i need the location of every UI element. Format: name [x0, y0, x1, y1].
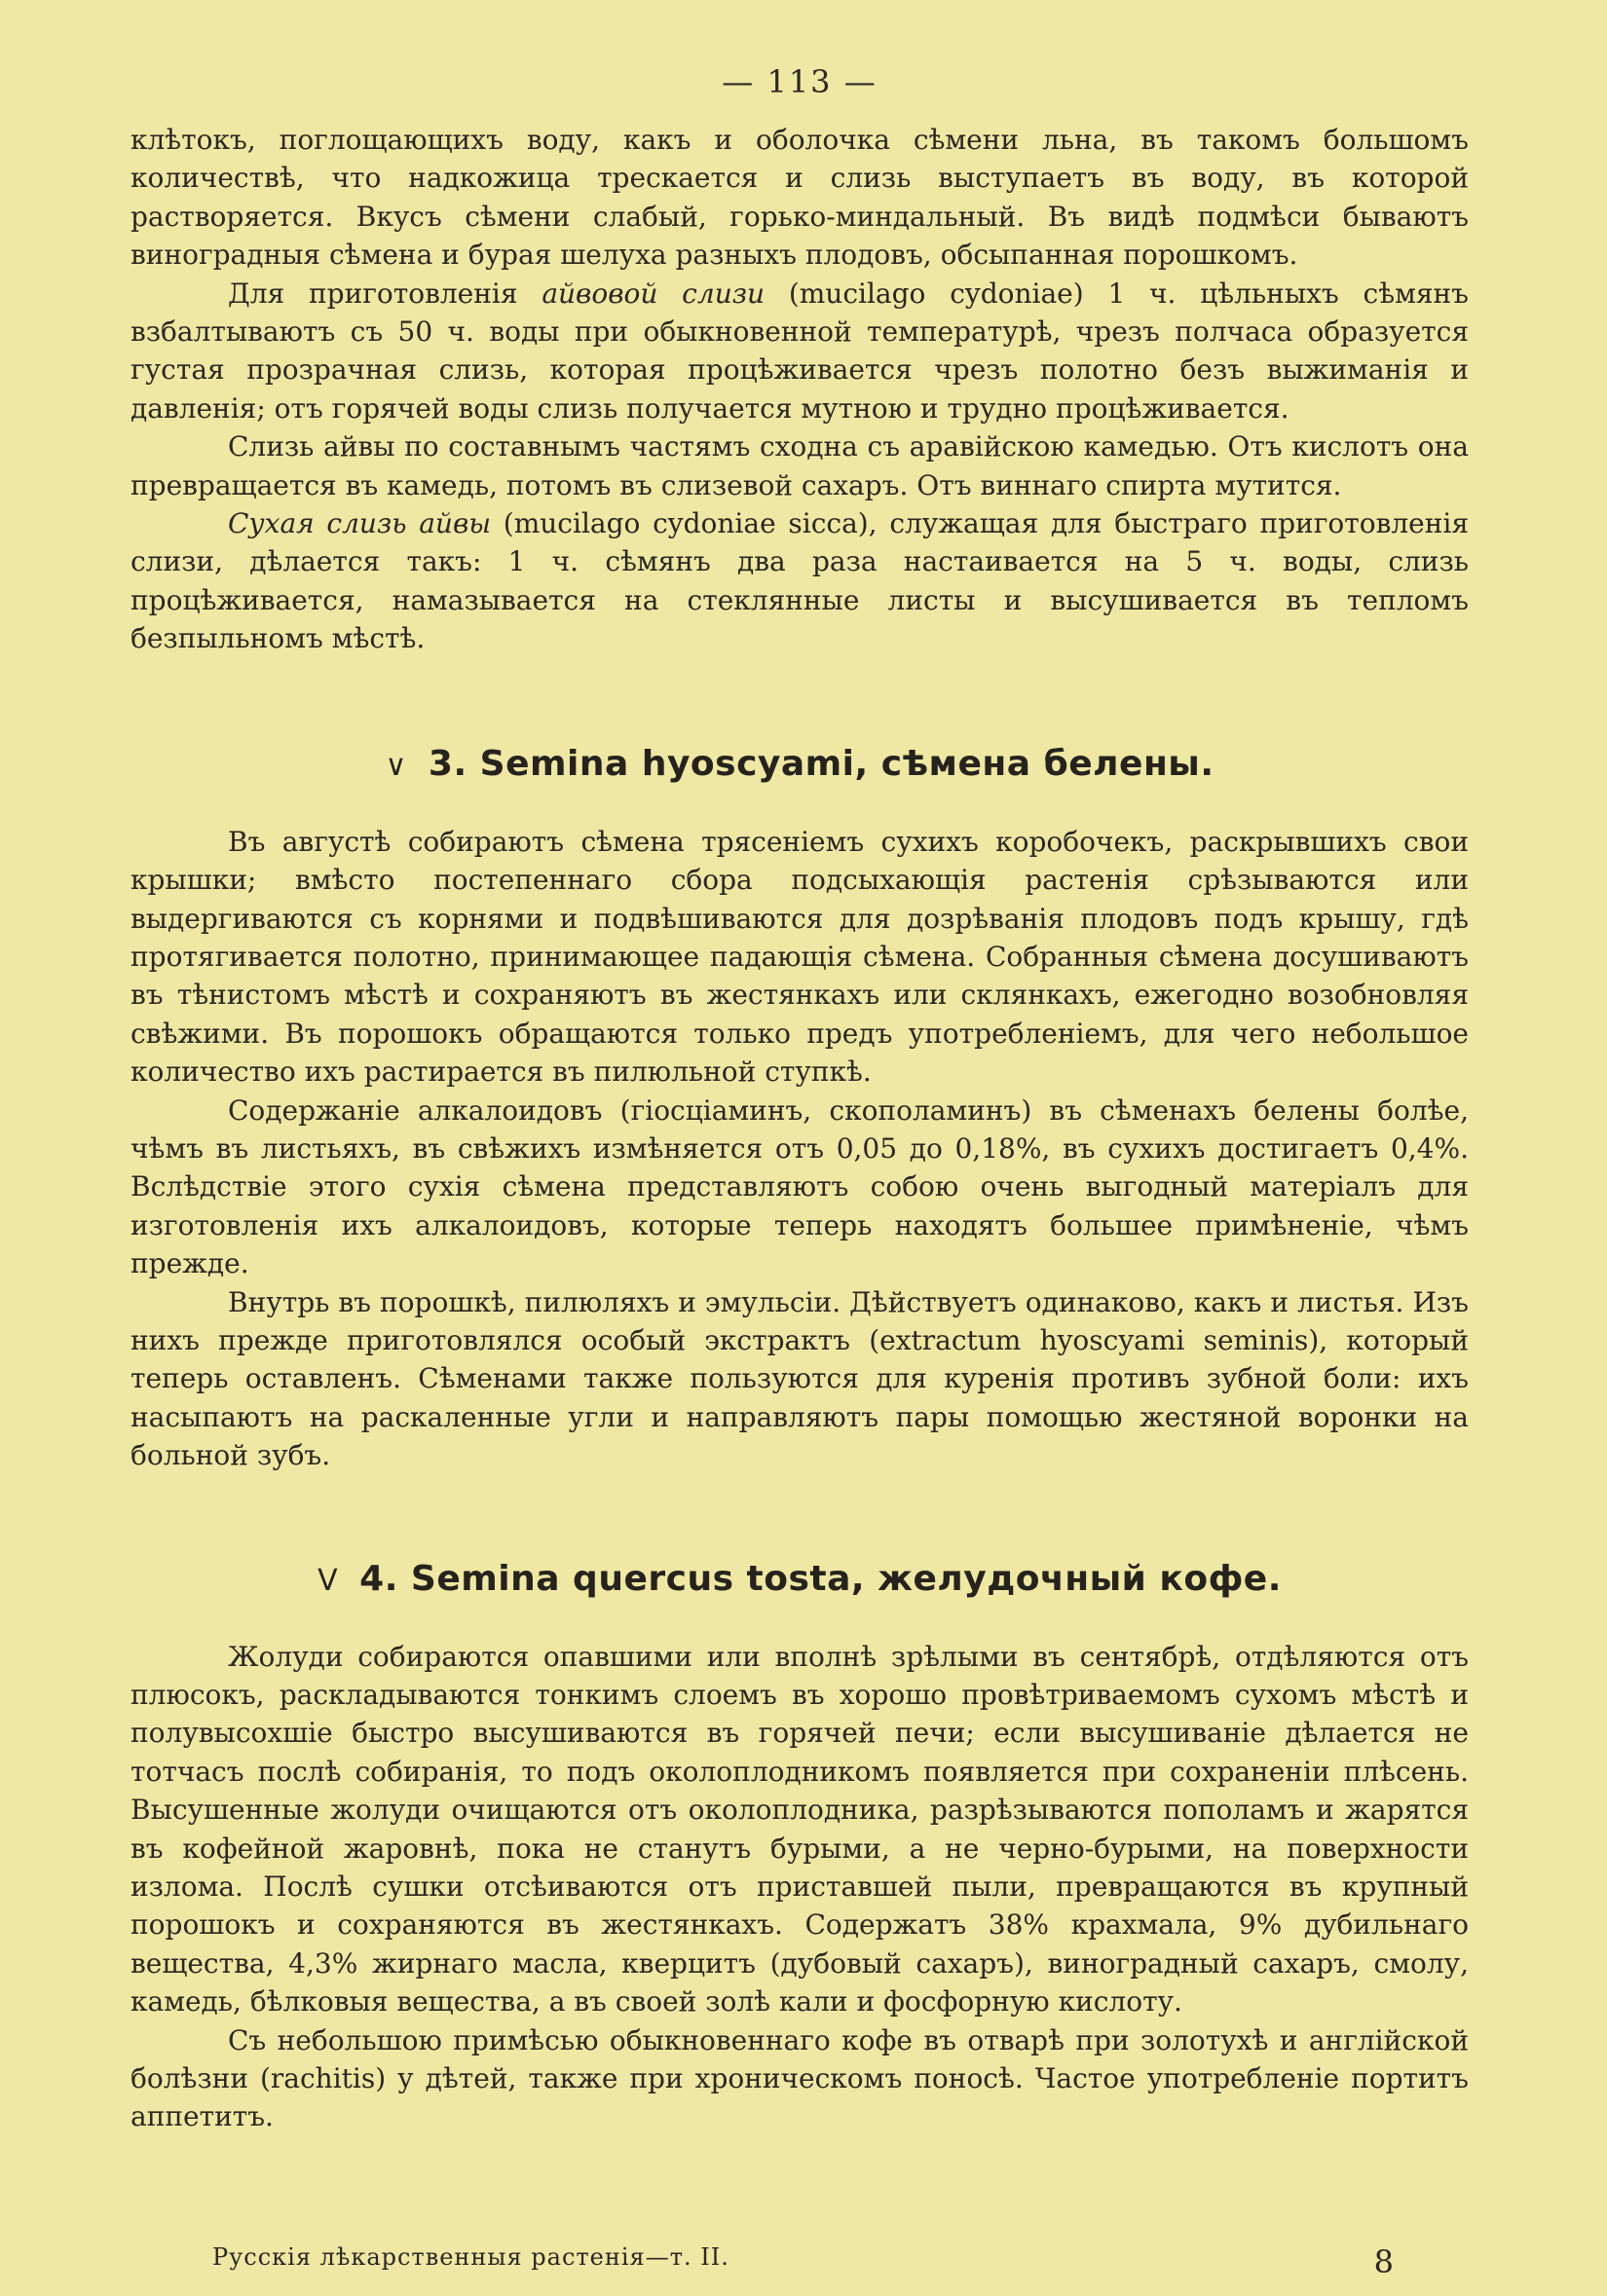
italic-term: айвовой слизи: [542, 277, 766, 310]
signature-mark: 8: [1373, 2243, 1395, 2280]
paragraph-text: Для приготовленія: [228, 277, 542, 310]
section-heading: [131, 744, 1469, 784]
paragraph-text: (mucilago cydoniae sicca), служащая для быстраго приготовленія слизи, дѣлается такъ: 1 ч. сѣмянъ два раза настаивается на 5 ч. воды, слизь процѣживается, намазывается на стеклянные листы и высушивается въ тепломъ безпыльномъ мѣстѣ.: [131, 507, 1469, 655]
paragraph: клѣтокъ, поглощающихъ воду, какъ и оболочка сѣмени льна, въ такомъ большомъ количествѣ, что надкожица трескается и слизь выступаетъ въ воду, въ которой растворяется. Вкусъ сѣмени слабый, горько-миндальный. Въ видѣ подмѣси бываютъ виноградныя сѣмена и бурая шелуха разныхъ плодовъ, обсыпанная порошкомъ.: [131, 124, 1469, 272]
paragraph: [131, 275, 1469, 428]
page-number: — 113 —: [722, 63, 878, 100]
italic-term: Сухая слизь айвы: [228, 507, 492, 540]
margin-check-mark: ∨: [385, 748, 407, 783]
section-title: 3. Semina hyoscyami, сѣмена белены.: [428, 743, 1215, 784]
paragraph: Жолуди собираются опавшими или вполнѣ зрѣлыми въ сентябрѣ, отдѣляются отъ плюсокъ, раскладываются тонкимъ слоемъ въ хорошо провѣтриваемомъ сухомъ мѣстѣ и полувысохшіе быстро высушиваются въ горячей печи; если высушиваніе дѣлается не тотчасъ послѣ собиранія, то подъ околоплодникомъ появляется при сохраненіи плѣсень. Высушенные жолуди очищаются отъ околоплодника, разрѣзываются пополамъ и жарятся въ кофейной жаровнѣ, пока не станутъ бурыми, а не черно-бурыми, на поверхности излома. Послѣ сушки отсѣиваются отъ приставшей пыли, превращаются въ крупный порошокъ и сохраняются въ жестянкахъ. Содержатъ 38% крахмала, 9% дубильнаго вещества, 4,3% жирнаго масла, кверцитъ (дубовый сахаръ), виноградный сахаръ, смолу, камедь, бѣлковыя вещества, а въ своей золѣ кали и фосфорную кислоту.: [131, 1640, 1469, 2018]
page-footer: [212, 2243, 1395, 2280]
paragraph: Въ августѣ собираютъ сѣмена трясеніемъ сухихъ коробочекъ, раскрывшихъ свои крышки; вмѣсто постепеннаго сбора подсыхающія растенія срѣзываются или выдергиваются съ корнями и подвѣшиваются для дозрѣванія плодовъ подъ крышу, гдѣ протягивается полотно, принимающее падающія сѣмена. Собранныя сѣмена досушиваютъ въ тѣнистомъ мѣстѣ и сохраняютъ въ жестянкахъ или склянкахъ, ежегодно возобновляя свѣжими. Въ порошокъ обращаются только предъ употребленіемъ, для чего небольшое количество ихъ растирается въ пилюльной ступкѣ.: [131, 825, 1469, 1089]
paragraph: Внутрь въ порошкѣ, пилюляхъ и эмульсіи. Дѣйствуетъ одинаково, какъ и листья. Изъ нихъ прежде приготовлялся особый экстрактъ (extractum hyoscyami seminis), который теперь оставленъ. Сѣменами также пользуются для куренія противъ зубной боли: ихъ насыпаютъ на раскаленные угли и направляютъ пары помощью жестяной воронки на больной зубъ.: [131, 1285, 1469, 1472]
margin-check-mark: V: [318, 1563, 339, 1598]
section-title: 4. Semina quercus tosta, желудочный кофе.: [359, 1558, 1282, 1599]
paragraph-text: (mucilago cydoniae) 1 ч. цѣльныхъ сѣмянъ взбалтываютъ съ 50 ч. воды при обыкновенной температурѣ, чрезъ полчаса образуется густая прозрачная слизь, которая процѣживается чрезъ полотно безъ выжиманія и давленія; отъ горячей воды слизь получается мутною и трудно процѣживается.: [131, 277, 1470, 425]
section-heading: [131, 1559, 1469, 1599]
paragraph: Слизь айвы по составнымъ частямъ сходна съ аравійскою камедью. Отъ кислотъ она превращается въ камедь, потомъ въ слизевой сахаръ. Отъ виннаго спирта мутится.: [131, 430, 1469, 501]
running-footer-title: Русскія лѣкарственныя растенія—т. II.: [212, 2243, 729, 2271]
paragraph: [131, 504, 1469, 658]
paragraph: Содержаніе алкалоидовъ (гіосціаминъ, скополаминъ) въ сѣменахъ белены болѣе, чѣмъ въ листьяхъ, въ свѣжихъ измѣняется отъ 0,05 до 0,18%, въ сухихъ достигаетъ 0,4%. Вслѣдствіе этого сухія сѣмена представляютъ собою очень выгодный матеріалъ для изготовленія ихъ алкалоидовъ, которые теперь находятъ большее примѣненіе, чѣмъ прежде.: [131, 1093, 1469, 1280]
paragraph: Съ небольшою примѣсью обыкновеннаго кофе въ отварѣ при золотухѣ и англійской болѣзни (rachitis) у дѣтей, также при хроническомъ поносѣ. Частое употребленіе портитъ аппетитъ.: [131, 2023, 1469, 2133]
